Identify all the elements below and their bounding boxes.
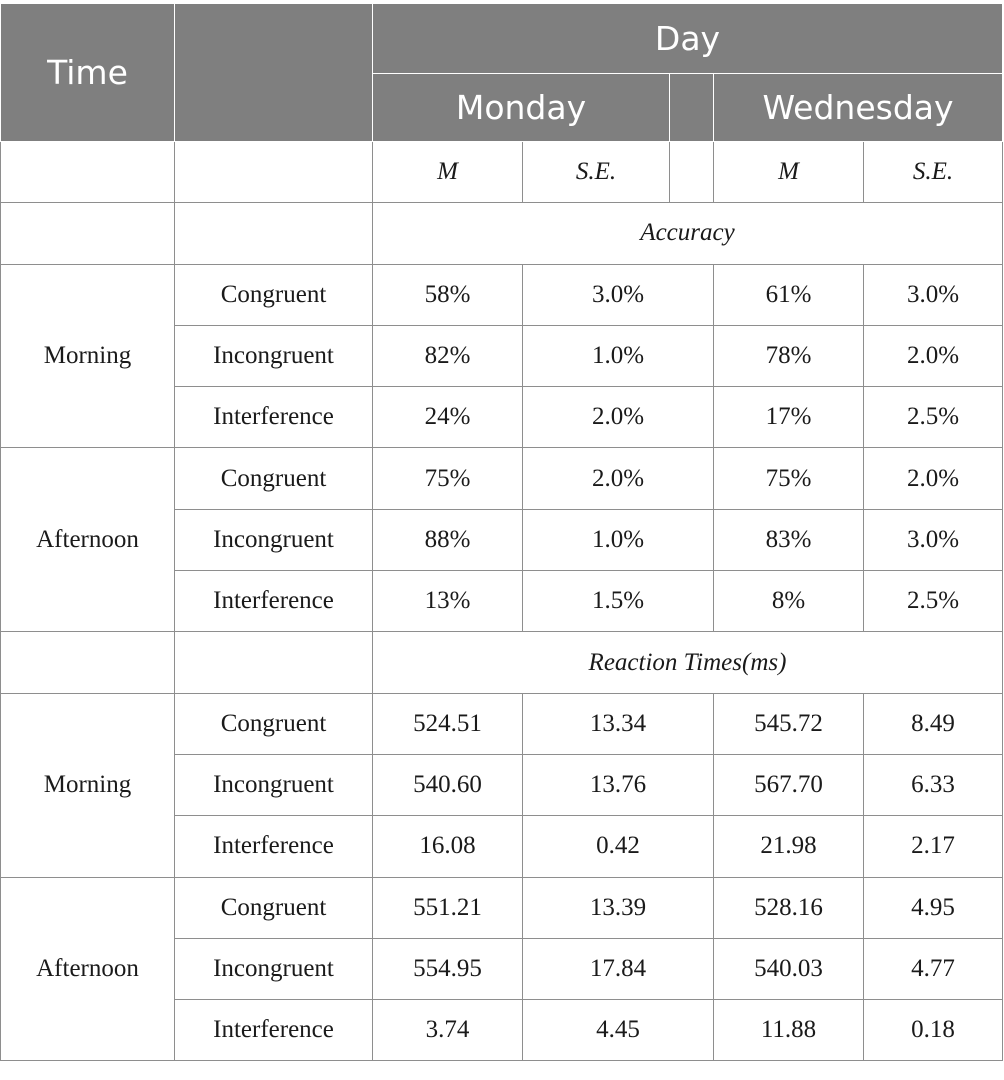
- wednesday-se-cell: 2.0%: [864, 325, 1003, 386]
- wednesday-mean-cell: 75%: [714, 448, 864, 509]
- condition-cell: Interference: [175, 387, 373, 448]
- wednesday-se-cell: 2.5%: [864, 387, 1003, 448]
- empty-cell: [175, 142, 373, 203]
- condition-cell: Incongruent: [175, 938, 373, 999]
- section-header-row: [1, 632, 1003, 693]
- condition-column-header: [175, 4, 373, 142]
- condition-cell: Incongruent: [175, 325, 373, 386]
- table-row: [1, 264, 1003, 325]
- monday-mean-cell: 13%: [373, 571, 523, 632]
- monday-mean-cell: 82%: [373, 325, 523, 386]
- spacer-header-cell: [670, 74, 714, 142]
- stat-label-row: [1, 142, 1003, 203]
- wednesday-mean-cell: 567.70: [714, 754, 864, 815]
- monday-mean-cell: 3.74: [373, 1000, 523, 1061]
- header-row-day: [1, 4, 1003, 74]
- monday-mean-cell: 88%: [373, 509, 523, 570]
- wednesday-mean-cell: 11.88: [714, 1000, 864, 1061]
- monday-se-cell: 2.0%: [523, 387, 714, 448]
- day-column-header: Day: [373, 4, 1003, 74]
- empty-cell: [175, 203, 373, 264]
- wednesday-se-cell: 0.18: [864, 1000, 1003, 1061]
- monday-se-label: S.E.: [523, 142, 670, 203]
- wednesday-mean-cell: 21.98: [714, 816, 864, 877]
- monday-se-cell: 13.39: [523, 877, 714, 938]
- wednesday-mean-cell: 545.72: [714, 693, 864, 754]
- monday-se-cell: 1.0%: [523, 509, 714, 570]
- wednesday-se-cell: 3.0%: [864, 264, 1003, 325]
- condition-cell: Interference: [175, 816, 373, 877]
- monday-mean-cell: 524.51: [373, 693, 523, 754]
- wednesday-mean-cell: 83%: [714, 509, 864, 570]
- monday-mean-cell: 75%: [373, 448, 523, 509]
- wednesday-mean-label: M: [714, 142, 864, 203]
- monday-se-cell: 0.42: [523, 816, 714, 877]
- wednesday-mean-cell: 540.03: [714, 938, 864, 999]
- time-of-day-cell: Morning: [1, 264, 175, 448]
- monday-se-cell: 2.0%: [523, 448, 714, 509]
- monday-se-cell: 17.84: [523, 938, 714, 999]
- time-of-day-cell: Afternoon: [1, 448, 175, 632]
- monday-mean-cell: 58%: [373, 264, 523, 325]
- monday-se-cell: 1.5%: [523, 571, 714, 632]
- wednesday-se-cell: 3.0%: [864, 509, 1003, 570]
- empty-cell: [1, 203, 175, 264]
- monday-mean-cell: 540.60: [373, 754, 523, 815]
- condition-cell: Congruent: [175, 693, 373, 754]
- monday-se-cell: 13.76: [523, 754, 714, 815]
- condition-cell: Congruent: [175, 264, 373, 325]
- wednesday-se-cell: 4.95: [864, 877, 1003, 938]
- condition-cell: Interference: [175, 571, 373, 632]
- wednesday-header: Wednesday: [714, 74, 1003, 142]
- section-title: Reaction Times(ms): [373, 632, 1003, 693]
- monday-mean-cell: 551.21: [373, 877, 523, 938]
- time-of-day-cell: Morning: [1, 693, 175, 877]
- empty-cell: [1, 632, 175, 693]
- monday-header: Monday: [373, 74, 670, 142]
- time-column-header: Time: [1, 4, 175, 142]
- wednesday-mean-cell: 8%: [714, 571, 864, 632]
- results-table: [0, 3, 1003, 1061]
- monday-mean-cell: 16.08: [373, 816, 523, 877]
- section-title: Accuracy: [373, 203, 1003, 264]
- table-row: [1, 448, 1003, 509]
- condition-cell: Interference: [175, 1000, 373, 1061]
- empty-cell: [175, 632, 373, 693]
- monday-se-cell: 1.0%: [523, 325, 714, 386]
- table-row: [1, 693, 1003, 754]
- monday-mean-label: M: [373, 142, 523, 203]
- time-of-day-cell: Afternoon: [1, 877, 175, 1061]
- monday-mean-cell: 24%: [373, 387, 523, 448]
- wednesday-se-cell: 4.77: [864, 938, 1003, 999]
- monday-se-cell: 4.45: [523, 1000, 714, 1061]
- condition-cell: Incongruent: [175, 754, 373, 815]
- monday-se-cell: 3.0%: [523, 264, 714, 325]
- wednesday-se-cell: 2.17: [864, 816, 1003, 877]
- condition-cell: Incongruent: [175, 509, 373, 570]
- wednesday-mean-cell: 17%: [714, 387, 864, 448]
- wednesday-se-cell: 2.0%: [864, 448, 1003, 509]
- section-header-row: [1, 203, 1003, 264]
- condition-cell: Congruent: [175, 448, 373, 509]
- empty-cell: [1, 142, 175, 203]
- wednesday-se-cell: 8.49: [864, 693, 1003, 754]
- condition-cell: Congruent: [175, 877, 373, 938]
- wednesday-mean-cell: 528.16: [714, 877, 864, 938]
- monday-mean-cell: 554.95: [373, 938, 523, 999]
- table-body: [1, 4, 1003, 1061]
- spacer-cell: [670, 142, 714, 203]
- monday-se-cell: 13.34: [523, 693, 714, 754]
- wednesday-se-label: S.E.: [864, 142, 1003, 203]
- wednesday-se-cell: 2.5%: [864, 571, 1003, 632]
- wednesday-mean-cell: 78%: [714, 325, 864, 386]
- wednesday-mean-cell: 61%: [714, 264, 864, 325]
- table-row: [1, 877, 1003, 938]
- wednesday-se-cell: 6.33: [864, 754, 1003, 815]
